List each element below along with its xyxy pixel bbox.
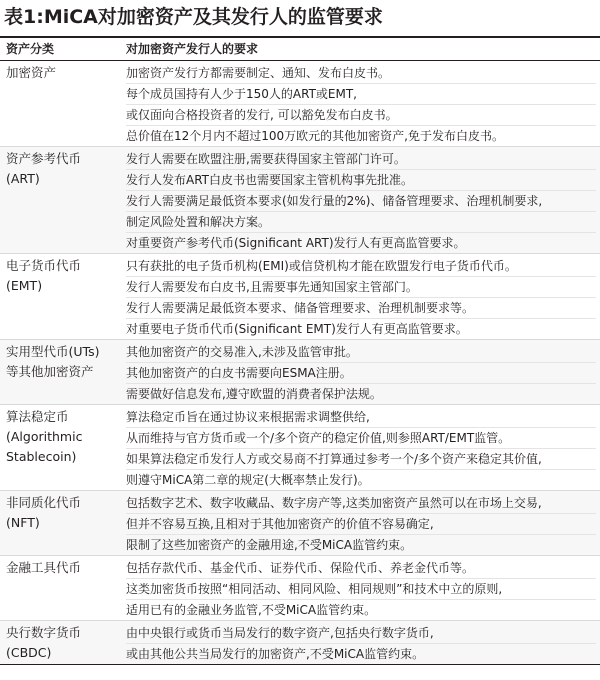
requirement-line: 总价值在12个月内不超过100万欧元的其他加密资产,免于发布白皮书。 <box>126 129 504 143</box>
asset-category-cell <box>0 491 114 555</box>
asset-category-text: 电子货币代币 <box>6 258 82 273</box>
requirement-line: 适用已有的金融业务监管,不受MiCA监管约束。 <box>126 603 377 617</box>
requirement-line: 只有获批的电子货币机构(EMI)或信贷机构才能在欧盟发行电子货币代币。 <box>126 256 596 277</box>
asset-category-text: 等其他加密资产 <box>6 364 94 379</box>
requirement-line: 发行人需要满足最低资本要求、储备管理要求、治理机制要求等。 <box>126 298 596 319</box>
requirement-line: 发行人需要在欧盟注册,需要获得国家主管部门许可。 <box>126 149 596 170</box>
asset-category-cell <box>0 61 114 146</box>
requirements-cell <box>114 556 600 620</box>
table-title: 表1:MiCA对加密资产及其发行人的监管要求 <box>4 6 383 28</box>
asset-category-cell <box>0 254 114 339</box>
requirement-line: 每个成员国持有人少于150人的ART或EMT, <box>126 84 596 105</box>
requirement-line: 或仅面向合格投资者的发行, 可以豁免发布白皮书。 <box>126 105 596 126</box>
header-issuer-requirements: 对加密资产发行人的要求 <box>126 42 259 56</box>
requirements-cell <box>114 61 600 146</box>
requirement-line: 限制了这些加密资产的金融用途,不受MiCA监管约束。 <box>126 538 413 552</box>
requirement-line: 从而维持与官方货币或一个/多个资产的稳定价值,则参照ART/EMT监管。 <box>126 428 596 449</box>
requirement-line: 需要做好信息发布,遵守欧盟的消费者保护法规。 <box>126 387 382 401</box>
asset-category-text: 算法稳定币 <box>6 409 69 424</box>
asset-category-cell <box>0 621 114 664</box>
asset-category-text: Stablecoin) <box>6 449 77 464</box>
requirement-line: 其他加密资产的交易准入,未涉及监管审批。 <box>126 342 596 363</box>
requirement-line: 但并不容易互换,且相对于其他加密资产的价值不容易确定, <box>126 514 596 535</box>
requirement-line: 对重要电子货币代币(Significant EMT)发行人有更高监管要求。 <box>126 322 468 336</box>
requirement-line: 如果算法稳定币发行人方或交易商不打算通过参考一个/多个资产来稳定其价值, <box>126 449 596 470</box>
asset-category-text: (CBDC) <box>6 645 52 660</box>
requirement-line: 包括数字艺术、数字收藏品、数字房产等,这类加密资产虽然可以在市场上交易, <box>126 493 596 514</box>
asset-category-cell <box>0 147 114 253</box>
requirement-line: 包括存款代币、基金代币、证券代币、保险代币、养老金代币等。 <box>126 558 596 579</box>
table-row <box>0 340 600 405</box>
table-row <box>0 405 600 491</box>
table-header <box>0 36 600 61</box>
asset-category-cell <box>0 556 114 620</box>
requirement-line: 则遵守MiCA第二章的规定(大概率禁止发行)。 <box>126 473 370 487</box>
asset-category-text: (ART) <box>6 171 40 186</box>
table-row <box>0 147 600 254</box>
requirement-line: 算法稳定币旨在通过协议来根据需求调整供给, <box>126 407 596 428</box>
requirement-line: 发行人需要满足最低资本要求(如发行量的2%)、储备管理要求、治理机制要求, <box>126 191 596 212</box>
requirement-line: 对重要资产参考代币(Significant ART)发行人有更高监管要求。 <box>126 236 466 250</box>
requirements-cell <box>114 147 600 253</box>
asset-category-text: 非同质化代币 <box>6 495 82 510</box>
table-row <box>0 621 600 665</box>
requirements-cell <box>114 340 600 404</box>
requirement-line: 或由其他公共当局发行的加密资产,不受MiCA监管约束。 <box>126 647 425 661</box>
requirement-line: 其他加密资产的白皮书需要向ESMA注册。 <box>126 363 596 384</box>
asset-category-text: 加密资产 <box>6 65 57 80</box>
requirement-line: 发行人发布ART白皮书也需要国家主管机构事先批准。 <box>126 170 596 191</box>
asset-category-text: 金融工具代币 <box>6 560 82 575</box>
requirement-line: 这类加密货币按照“相同活动、相同风险、相同规则”和技术中立的原则, <box>126 579 596 600</box>
asset-category-cell <box>0 405 114 490</box>
requirements-cell <box>114 621 600 664</box>
requirement-line: 加密资产发行方都需要制定、通知、发布白皮书。 <box>126 63 596 84</box>
table-row <box>0 491 600 556</box>
requirements-cell <box>114 491 600 555</box>
asset-category-text: 央行数字货币 <box>6 625 82 640</box>
table-row <box>0 556 600 621</box>
table-row <box>0 61 600 147</box>
asset-category-text: (EMT) <box>6 278 43 293</box>
table-row <box>0 254 600 340</box>
regulation-table <box>0 36 600 665</box>
requirement-line: 制定风险处置和解决方案。 <box>126 212 596 233</box>
asset-category-text: 资产参考代币 <box>6 151 82 166</box>
requirements-cell <box>114 254 600 339</box>
asset-category-cell <box>0 340 114 404</box>
asset-category-text: 实用型代币(UTs) <box>6 344 100 359</box>
asset-category-text: (NFT) <box>6 515 40 530</box>
requirement-line: 发行人需要发布白皮书,且需要事先通知国家主管部门。 <box>126 277 596 298</box>
header-asset-category: 资产分类 <box>6 42 55 56</box>
requirement-line: 由中央银行或货币当局发行的数字资产,包括央行数字货币, <box>126 623 596 644</box>
table-body <box>0 61 600 665</box>
asset-category-text: (Algorithmic <box>6 429 83 444</box>
requirements-cell <box>114 405 600 490</box>
